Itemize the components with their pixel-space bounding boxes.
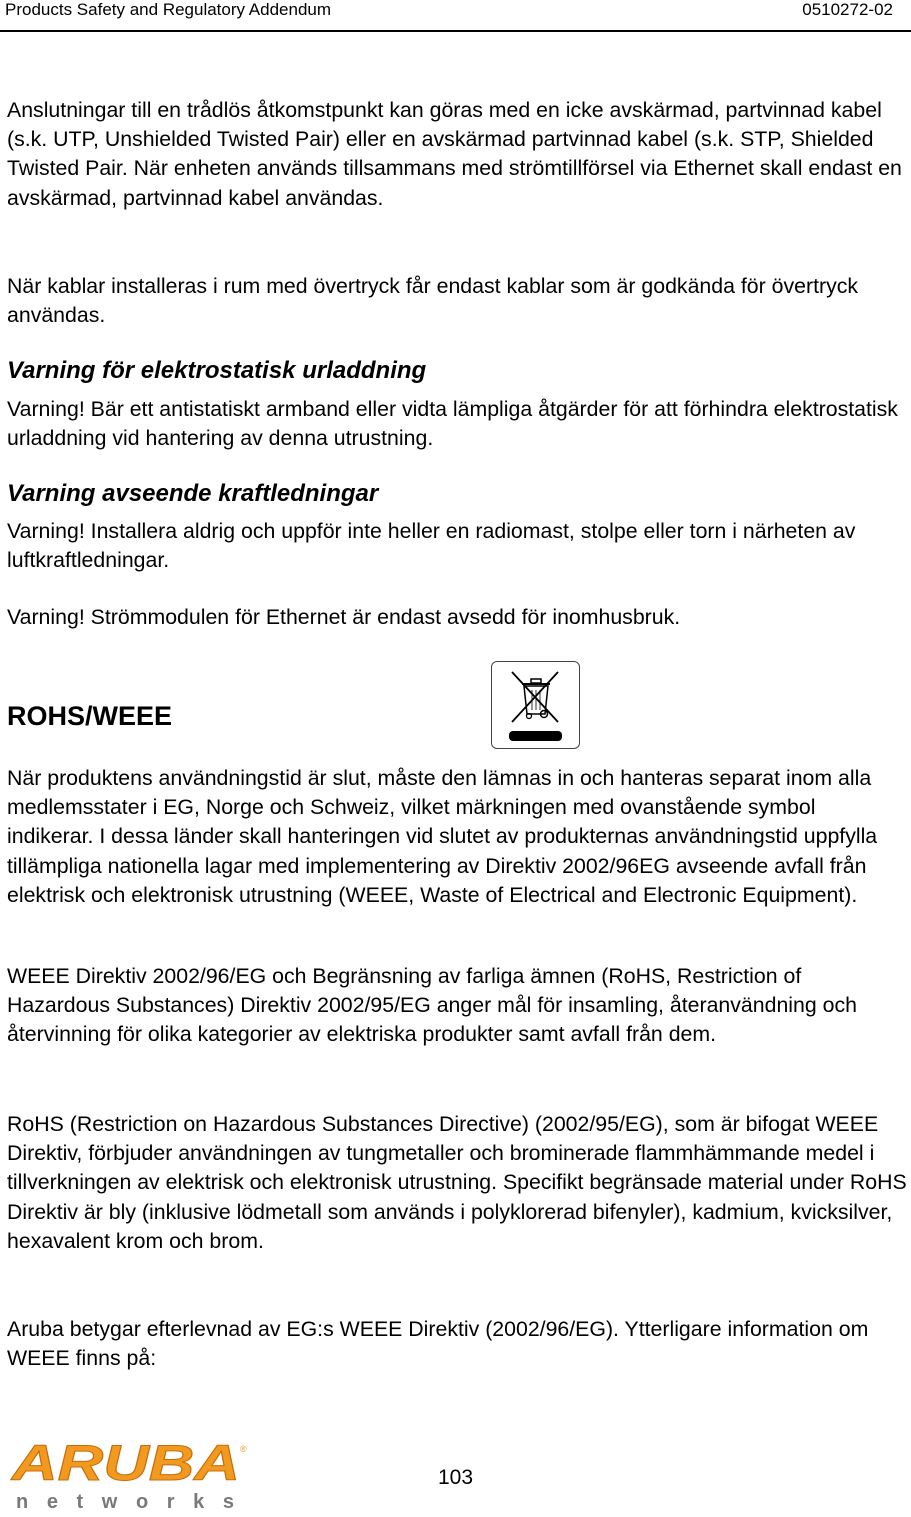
weee-symbol [491,661,580,749]
heading-power-lines: Varning avseende kraftledningar [7,480,379,507]
paragraph-cabling: Anslutningar till en trådlös åtkomstpunkt kan göras med en icke avskärmad, partvinnad kabel (s.k. UTP, Unshielded Twisted Pair) eller en avskärmad partvinnad kabel (s.k. STP, Shielded Twisted Pair. När enheten används tillsammans med strömtillförsel via Ethernet skall endast en avskärmad, partvinnad kabel användas. [7,98,902,210]
paragraph-esd: Varning! Bär ett antistatiskt armband eller vidta lämpliga åtgärder för att förhindra elektrostatisk urladdning vid hantering av denna utrustning. [7,397,898,451]
header-rule [0,30,911,32]
paragraph-rohs-directives: WEEE Direktiv 2002/96/EG och Begränsning av farliga ämnen (RoHS, Restriction of Hazardous Substances) Direktiv 2002/95/EG anger mål för insamling, återanvändning och återvinning för olika kategorier av elektriska produkter samt avfall från dem. [7,964,857,1047]
paragraph-indoor: Varning! Strömmodulen för Ethernet är endast avsedd för inomhusbruk. [7,605,681,629]
paragraph-power-lines: Varning! Installera aldrig och uppför inte heller en radiomast, stolpe eller torn i närheten av luftkraftledningar. [7,519,856,573]
aruba-logo-word: ARUBA [10,1440,240,1491]
paragraph-plenum: När kablar installeras i rum med övertryck får endast kablar som är godkända för övertryck användas. [7,274,859,328]
page-number: 103 [437,1466,474,1489]
header-title: Products Safety and Regulatory Addendum [5,0,332,19]
heading-esd: Varning för elektrostatisk urladdning [7,357,427,384]
weee-crossed-bin-icon [492,662,579,748]
heading-rohs-weee: ROHS/WEEE [7,701,173,731]
aruba-logo-registered-mark: ® [240,1444,247,1454]
header-doc-number: 0510272-02 [802,0,893,19]
paragraph-rohs-disposal: När produktens användningstid är slut, måste den lämnas in och hanteras separat inom alla medlemsstater i EG, Norge och Schweiz, vilket märkningen med ovanstående symbol indikerar. I dessa länder skall hanteringen vid slutet av produkternas användningstid uppfylla tillämpliga nationella lagar med implementering av Direktiv 2002/96EG avseende avfall från elektrisk och elektronisk utrustning (WEEE, Waste of Electrical and Electronic Equipment). [7,766,878,907]
paragraph-rohs-compliance: Aruba betygar efterlevnad av EG:s WEEE Direktiv (2002/96/EG). Ytterligare information om WEEE finns på: [7,1317,869,1371]
paragraph-rohs-restriction: RoHS (Restriction on Hazardous Substances Directive) (2002/95/EG), som är bifogat WEEE Direktiv, förbjuder användningen av tungmetaller och brominerade flammhämmande medel i tillverkningen av elektrisk och elektronisk utrustning. Specifikt begränsade material under RoHS Direktiv är bly (inklusive lödmetall som används i polyklorerad bifenyler), kadmium, kvicksilver, hexavalent krom och brom. [7,1112,907,1253]
aruba-logo-sub: networks [16,1491,234,1512]
